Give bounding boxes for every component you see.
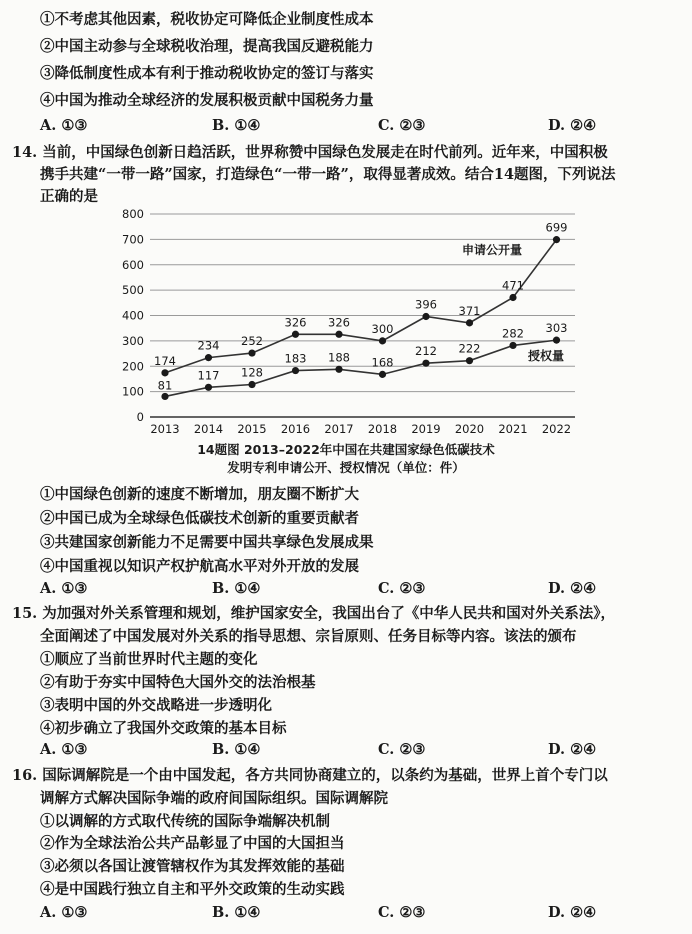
series-label-grants: 授权量 [528, 349, 565, 363]
data-label: 81 [157, 378, 173, 393]
data-point [379, 371, 386, 378]
x-tick-label: 2015 [237, 422, 267, 436]
q13-option-a[interactable]: A. ①③ [40, 117, 88, 134]
data-point [509, 342, 516, 349]
data-label: 396 [415, 297, 437, 312]
data-point [466, 319, 473, 326]
q15-stem-line-2: 全面阐述了中国发展对外关系的指导思想、宗旨原则、任务目标等内容。该法的颁布 [40, 628, 577, 645]
data-point [335, 331, 342, 338]
q16-stem-line-1: 16. 国际调解院是一个由中国发起，各方共同协商建立的，以条约为基础，世界上首个专门以 [12, 767, 608, 784]
data-point [509, 294, 516, 301]
data-point [422, 360, 429, 367]
data-point [292, 367, 299, 374]
q14-stem-line-1: 14. 当前，中国绿色创新日趋活跃，世界称赞中国绿色发展走在时代前列。近年来，中国积极 [12, 144, 608, 161]
q15-item-1: ①顺应了当前世界时代主题的变化 [40, 651, 258, 668]
data-label: 117 [197, 368, 220, 383]
x-tick-label: 2022 [541, 422, 572, 436]
q14-item-4: ④中国重视以知识产权护航高水平对外开放的发展 [40, 558, 359, 575]
q13-option-c[interactable]: C. ②③ [378, 117, 426, 134]
chart-caption-line-2: 发明专利申请公开、授权情况（单位：件） [227, 460, 465, 475]
q14-item-2: ②中国已成为全球绿色低碳技术创新的重要贡献者 [40, 510, 359, 527]
q16-item-1: ①以调解的方式取代传统的国际争端解决机制 [40, 813, 330, 830]
q13-item-3: ③降低制度性成本有利于推动税收协定的签订与落实 [40, 65, 374, 82]
y-tick-label: 300 [122, 333, 144, 348]
q16-stem-line-2: 调解方式解决国际争端的政府间国际组织。国际调解院 [40, 790, 388, 807]
data-label: 252 [241, 334, 263, 349]
q15-item-4: ④初步确立了我国外交政策的基本目标 [40, 720, 287, 737]
q16-option-d[interactable]: D. ②④ [548, 904, 597, 921]
y-tick-label: 700 [122, 232, 144, 247]
x-tick-label: 2021 [498, 422, 528, 436]
x-tick-label: 2016 [280, 422, 311, 436]
data-point [466, 357, 473, 364]
q16-options [40, 904, 680, 924]
q14-option-d[interactable]: D. ②④ [548, 580, 597, 597]
q16-item-2: ②作为全球法治公共产品彰显了中国的大国担当 [40, 835, 345, 852]
q15-option-a[interactable]: A. ①③ [40, 741, 88, 758]
series-label-applications: 申请公开量 [462, 243, 523, 257]
data-label: 282 [502, 326, 524, 341]
data-point [335, 366, 342, 373]
q16-item-4: ④是中国践行独立自主和平外交政策的生动实践 [40, 881, 345, 898]
q15-option-d[interactable]: D. ②④ [548, 741, 597, 758]
chart-caption-line-1: 14题图 2013–2022年中国在共建国家绿色低碳技术 [197, 442, 495, 457]
series-line-1 [165, 340, 557, 396]
x-tick-label: 2020 [454, 422, 485, 436]
q16-option-a[interactable]: A. ①③ [40, 904, 88, 921]
x-tick-label: 2017 [324, 422, 354, 436]
q16-item-3: ③必须以各国让渡管辖权作为其发挥效能的基础 [40, 858, 345, 875]
q13-item-1: ①不考虑其他因素，税收协定可降低企业制度性成本 [40, 11, 374, 28]
q14-item-3: ③共建国家创新能力不足需要中国共享绿色发展成果 [40, 534, 374, 551]
data-label: 188 [328, 350, 350, 365]
data-label: 303 [545, 321, 568, 336]
q15-option-b[interactable]: B. ①④ [212, 741, 261, 758]
data-point [292, 331, 299, 338]
q13-option-b[interactable]: B. ①④ [212, 117, 261, 134]
data-label: 174 [154, 353, 176, 368]
y-tick-label: 400 [122, 308, 144, 323]
data-label: 183 [284, 351, 307, 366]
q15-item-3: ③表明中国的外交战略进一步透明化 [40, 697, 272, 714]
data-point [205, 354, 212, 361]
y-tick-label: 800 [122, 207, 144, 221]
q14-option-a[interactable]: A. ①③ [40, 580, 88, 597]
y-tick-label: 500 [122, 283, 144, 298]
data-label: 222 [458, 341, 481, 356]
data-label: 471 [502, 278, 524, 293]
q13-options [40, 117, 680, 137]
y-tick-label: 100 [122, 384, 144, 399]
data-point [248, 349, 255, 356]
data-point [553, 337, 560, 344]
x-tick-label: 2019 [411, 422, 441, 436]
q14-option-c[interactable]: C. ②③ [378, 580, 426, 597]
q15-stem-line-1: 15. 为加强对外关系管理和规划，维护国家安全，我国出台了《中华人民共和国对外关系法》， [12, 605, 616, 622]
x-tick-label: 2013 [150, 422, 180, 436]
q13-item-4: ④中国为推动全球经济的发展积极贡献中国税务力量 [40, 92, 374, 109]
patent-line-chart [110, 206, 590, 438]
data-label: 128 [241, 365, 263, 380]
q14-stem-line-3: 正确的是 [40, 188, 98, 205]
q16-option-c[interactable]: C. ②③ [378, 904, 426, 921]
x-tick-label: 2014 [193, 422, 224, 436]
q15-options [40, 741, 680, 761]
data-point [422, 313, 429, 320]
data-label: 168 [371, 355, 394, 370]
q14-option-b[interactable]: B. ①④ [212, 580, 261, 597]
data-point [205, 384, 212, 391]
data-label: 326 [328, 315, 350, 330]
data-point [379, 337, 386, 344]
data-point [161, 393, 168, 400]
data-label: 371 [458, 303, 481, 318]
data-label: 326 [284, 315, 307, 330]
q15-item-2: ②有助于夯实中国特色大国外交的法治根基 [40, 674, 316, 691]
q14-options [40, 580, 680, 600]
data-label: 212 [415, 344, 437, 359]
data-label: 699 [545, 220, 568, 235]
data-point [248, 381, 255, 388]
y-tick-label: 200 [122, 359, 144, 374]
y-tick-label: 600 [122, 257, 144, 272]
q14-item-1: ①中国绿色创新的速度不断增加，朋友圈不断扩大 [40, 486, 359, 503]
x-tick-label: 2018 [367, 422, 398, 436]
q13-option-d[interactable]: D. ②④ [548, 117, 597, 134]
q14-stem-line-2: 携手共建“一带一路”国家，打造绿色“一带一路”，取得显著成效。结合14题图，下列说法 [40, 166, 616, 183]
series-line-0 [165, 240, 557, 373]
data-point [161, 369, 168, 376]
q16-option-b[interactable]: B. ①④ [212, 904, 261, 921]
data-label: 234 [197, 338, 220, 353]
q15-option-c[interactable]: C. ②③ [378, 741, 426, 758]
q13-item-2: ②中国主动参与全球税收治理，提高我国反避税能力 [40, 38, 374, 55]
y-tick-label: 0 [136, 410, 144, 424]
data-point [553, 236, 560, 243]
data-label: 300 [371, 321, 394, 336]
